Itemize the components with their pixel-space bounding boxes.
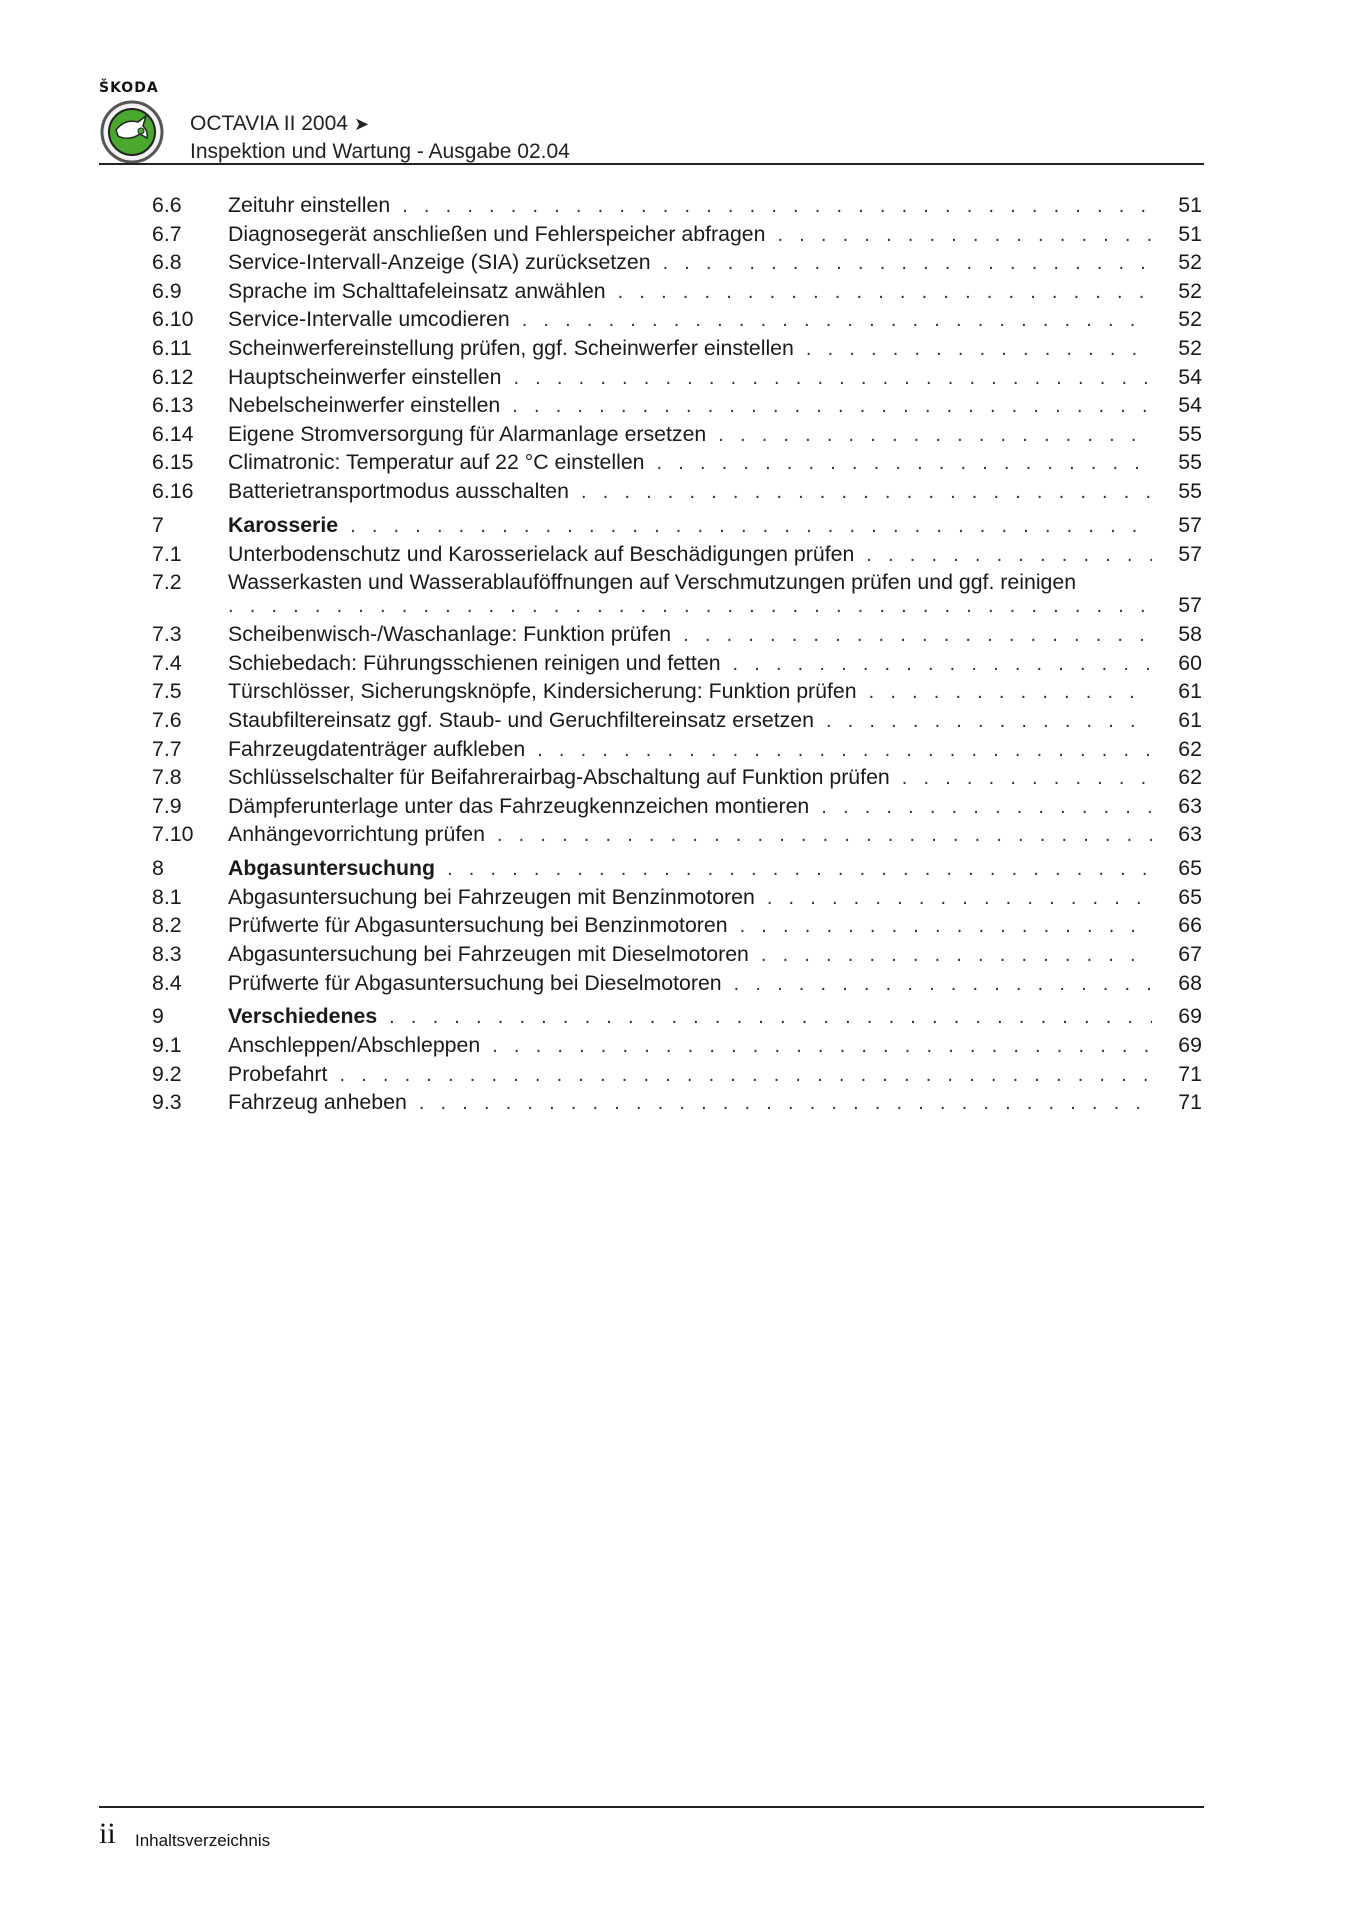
toc-leader [778,224,1153,247]
toc-title: Scheinwerfereinstellung prüfen, ggf. Scheinwerfer einstellen [228,335,794,360]
toc-entry[interactable] [152,365,1202,394]
toc-title: Scheibenwisch-/Waschanlage: Funktion prüfen [228,622,672,647]
toc-page: 62 [1178,736,1202,761]
toc-entry[interactable] [152,222,1202,251]
toc-entry[interactable] [152,250,1202,279]
toc-entry[interactable] [152,1090,1202,1119]
toc-title: Verschiedenes [228,1004,378,1029]
toc-title: Unterbodenschutz und Karosserielack auf Beschädigungen prüfen [228,541,855,566]
toc-page: 52 [1178,278,1202,303]
toc-entry[interactable] [152,1062,1202,1091]
toc-page: 54 [1178,364,1202,389]
toc-leader [497,824,1152,847]
toc-number: 8 [152,855,164,880]
toc-entry[interactable] [152,794,1202,823]
toc-page: 51 [1178,193,1202,217]
toc-title: Hauptscheinwerfer einstellen [228,364,502,389]
toc-page: 66 [1178,913,1202,938]
toc-number: 7 [152,512,164,537]
toc-leader [512,395,1152,418]
brand-name: ŠKODA [99,80,159,96]
toc-number: 6.7 [152,221,182,246]
toc-entry[interactable] [152,422,1202,451]
toc-number: 8.1 [152,884,182,909]
toc-leader [869,681,1152,704]
toc-page: 57 [1178,593,1202,618]
toc-number: 6.10 [152,307,194,332]
toc-entry[interactable] [152,393,1202,422]
toc-number: 7.3 [152,622,182,647]
toc-title: Anschleppen/Abschleppen [228,1033,481,1058]
toc-entry[interactable] [152,193,1202,222]
toc-entry-continuation[interactable] [152,593,1202,622]
title-line-1: OCTAVIA II 2004 [190,112,348,135]
toc-page: 52 [1178,335,1202,360]
toc-entry[interactable] [152,622,1202,651]
toc-title: Schlüsselschalter für Beifahrerairbag-Abschaltung auf Funktion prüfen [228,765,890,790]
toc-entry[interactable] [152,542,1202,571]
toc-number: 7.6 [152,707,182,732]
toc-page: 55 [1178,450,1202,475]
toc-title: Eigene Stromversorgung für Alarmanlage ersetzen [228,421,707,446]
toc-number: 7.1 [152,541,182,566]
toc-entry[interactable] [152,450,1202,479]
toc-title: Abgasuntersuchung bei Fahrzeugen mit Dieselmotoren [228,942,749,967]
skoda-logo-icon [100,100,164,164]
toc-number: 7.4 [152,650,182,675]
toc-page: 58 [1178,622,1202,647]
toc-leader [350,515,1152,538]
toc-leader [806,338,1152,361]
footer-section-label: Inhaltsverzeichnis [135,1831,271,1850]
toc-page: 63 [1178,822,1202,847]
toc-number: 6.13 [152,393,194,418]
toc-entry[interactable] [152,279,1202,308]
arrow-right-icon: ➤ [353,114,370,134]
toc-number: 6.8 [152,250,182,275]
toc-leader [513,367,1152,390]
toc-page: 71 [1178,1090,1202,1115]
toc-page: 65 [1178,884,1202,909]
toc-page: 62 [1178,765,1202,790]
toc-entry[interactable] [152,737,1202,766]
toc-title: Abgasuntersuchung [228,855,436,880]
toc-entry[interactable] [152,479,1202,508]
toc-number: 7.10 [152,822,194,847]
toc-number: 7.7 [152,736,182,761]
document-title [190,110,570,166]
toc-entry[interactable] [152,307,1202,336]
toc-number: 6.12 [152,364,194,389]
toc-entry[interactable] [152,336,1202,365]
toc-page: 69 [1178,1004,1202,1029]
toc-entry[interactable] [152,885,1202,914]
toc-page: 57 [1178,541,1202,566]
toc-entry[interactable] [152,913,1202,942]
toc-page: 55 [1178,421,1202,446]
title-line-2: Inspektion und Wartung - Ausgabe 02.04 [190,140,570,163]
toc-leader [761,944,1152,967]
toc-page: 51 [1178,221,1202,246]
toc-leader [492,1035,1152,1058]
toc-leader [339,1064,1152,1087]
toc-page: 71 [1178,1061,1202,1086]
toc-leader [866,544,1152,567]
toc-title: Staubfiltereinsatz ggf. Staub- und Geruchfiltereinsatz ersetzen [228,707,814,732]
toc-page: 52 [1178,250,1202,275]
toc-title: Nebelscheinwerfer einstellen [228,393,501,418]
toc-title: Diagnosegerät anschließen und Fehlerspeicher abfragen [228,221,766,246]
toc-leader [389,1006,1152,1029]
table-of-contents [152,193,1202,1119]
toc-number: 9 [152,1004,164,1029]
toc-leader [663,252,1152,275]
toc-title: Karosserie [228,512,339,537]
toc-number: 6.9 [152,278,182,303]
toc-leader [734,973,1152,996]
toc-title: Fahrzeug anheben [228,1090,407,1115]
toc-number: 6.16 [152,478,194,503]
toc-number: 6.11 [152,335,192,360]
toc-title: Wasserkasten und Wasserablauföffnungen auf Verschmutzungen prüfen und ggf. reinigen [228,570,1077,595]
toc-title: Sprache im Schalttafeleinsatz anwählen [228,278,606,303]
toc-entry[interactable] [152,1033,1202,1062]
toc-page: 69 [1178,1033,1202,1058]
toc-leader [419,1092,1152,1115]
toc-page: 55 [1178,478,1202,503]
toc-entry[interactable] [152,942,1202,971]
toc-title: Probefahrt [228,1061,328,1086]
toc-leader [826,710,1152,733]
toc-title: Climatronic: Temperatur auf 22 °C einstellen [228,450,645,475]
toc-title: Dämpferunterlage unter das Fahrzeugkennzeichen montieren [228,793,810,818]
toc-title: Zeituhr einstellen [228,193,391,217]
toc-title: Service-Intervalle umcodieren [228,307,510,332]
toc-number: 9.1 [152,1033,182,1058]
toc-title: Fahrzeugdatenträger aufkleben [228,736,526,761]
toc-number: 6.15 [152,450,194,475]
footer-page-number: ii [99,1817,116,1850]
toc-entry[interactable] [152,822,1202,851]
toc-number: 8.4 [152,970,182,995]
toc-entry[interactable] [152,679,1202,708]
toc-leader [228,595,1152,618]
toc-title: Türschlösser, Sicherungsknöpfe, Kindersicherung: Funktion prüfen [228,679,857,704]
toc-entry[interactable] [152,765,1202,794]
toc-leader [683,624,1152,647]
toc-number: 8.3 [152,942,182,967]
toc-entry[interactable] [152,651,1202,680]
toc-page: 68 [1178,970,1202,995]
toc-number: 8.2 [152,913,182,938]
header-divider [99,163,1204,165]
toc-leader [581,481,1152,504]
toc-leader [618,281,1152,304]
toc-page: 67 [1178,942,1202,967]
toc-leader [767,887,1152,910]
toc-chapter-entry[interactable] [152,856,1202,885]
toc-number: 9.3 [152,1090,182,1115]
toc-leader [522,309,1152,332]
toc-title: Anhängevorrichtung prüfen [228,822,485,847]
toc-title: Schiebedach: Führungsschienen reinigen und fetten [228,650,721,675]
toc-leader [402,195,1152,218]
toc-page: 60 [1178,650,1202,675]
toc-entry[interactable] [152,570,1202,593]
toc-number: 6.6 [152,193,182,217]
toc-page: 61 [1178,707,1202,732]
toc-page: 52 [1178,307,1202,332]
toc-entry[interactable] [152,708,1202,737]
toc-leader [902,767,1152,790]
toc-number: 7.5 [152,679,182,704]
toc-leader [821,796,1152,819]
toc-leader [657,452,1152,475]
toc-title: Service-Intervall-Anzeige (SIA) zurücksetzen [228,250,651,275]
toc-leader [537,739,1152,762]
toc-page: 57 [1178,512,1202,537]
toc-number: 9.2 [152,1061,182,1086]
toc-title: Abgasuntersuchung bei Fahrzeugen mit Benzinmotoren [228,884,755,909]
toc-title: Prüfwerte für Abgasuntersuchung bei Dieselmotoren [228,970,722,995]
toc-leader [740,915,1152,938]
footer-divider [99,1806,1204,1808]
toc-chapter-entry[interactable] [152,513,1202,542]
toc-number: 6.14 [152,421,194,446]
toc-number: 7.2 [152,570,182,595]
toc-entry[interactable] [152,971,1202,1000]
toc-number: 7.8 [152,765,182,790]
toc-page: 65 [1178,855,1202,880]
toc-page: 61 [1178,679,1202,704]
toc-chapter-entry[interactable] [152,1004,1202,1033]
toc-leader [718,424,1152,447]
toc-title: Batterietransportmodus ausschalten [228,478,569,503]
toc-page: 63 [1178,793,1202,818]
toc-leader [733,653,1152,676]
toc-title: Prüfwerte für Abgasuntersuchung bei Benzinmotoren [228,913,728,938]
toc-page: 54 [1178,393,1202,418]
toc-number: 7.9 [152,793,182,818]
toc-leader [447,858,1152,881]
